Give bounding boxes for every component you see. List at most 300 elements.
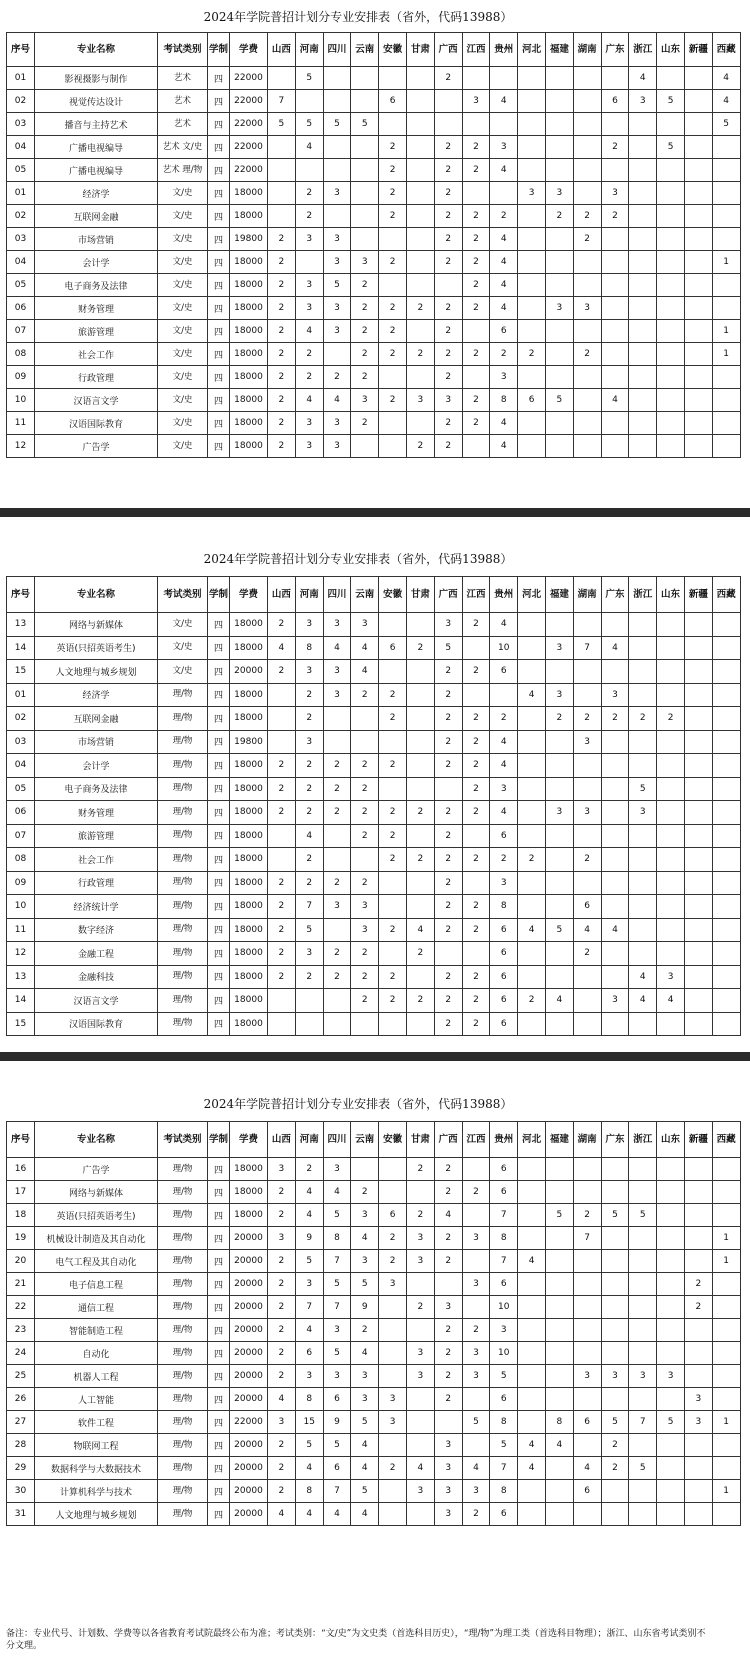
years-cell: 四 xyxy=(208,1365,230,1388)
table-row xyxy=(7,389,741,412)
fee-cell: 18000 xyxy=(230,989,268,1013)
quota-cell: 7 xyxy=(490,1250,518,1273)
quota-cell xyxy=(323,67,351,90)
quota-cell xyxy=(518,777,546,801)
quota-cell: 2 xyxy=(406,848,434,872)
quota-cell: 3 xyxy=(545,801,573,825)
quota-cell: 2 xyxy=(351,274,379,297)
table-row xyxy=(7,801,741,825)
quota-cell: 2 xyxy=(351,366,379,389)
quota-cell: 2 xyxy=(379,989,407,1013)
name-cell: 播音与主持艺术 xyxy=(35,113,158,136)
name-cell: 会计学 xyxy=(35,754,158,778)
quota-cell: 5 xyxy=(323,1342,351,1365)
quota-cell xyxy=(379,1012,407,1036)
quota-cell: 5 xyxy=(295,67,323,90)
quota-cell: 3 xyxy=(295,297,323,320)
seq-cell: 08 xyxy=(7,848,35,872)
quota-cell: 2 xyxy=(434,1181,462,1204)
quota-cell: 5 xyxy=(657,1411,685,1434)
quota-cell xyxy=(684,343,712,366)
name-cell: 计算机科学与技术 xyxy=(35,1480,158,1503)
quota-cell: 2 xyxy=(268,389,296,412)
quota-cell: 1 xyxy=(712,320,740,343)
quota-cell: 4 xyxy=(490,297,518,320)
quota-cell: 2 xyxy=(379,297,407,320)
table-row xyxy=(7,113,741,136)
quota-cell xyxy=(462,683,490,707)
table-row xyxy=(7,660,741,684)
quota-cell: 3 xyxy=(629,90,657,113)
table-row xyxy=(7,228,741,251)
years-cell: 四 xyxy=(208,942,230,966)
seq-cell: 13 xyxy=(7,613,35,637)
quota-cell xyxy=(462,320,490,343)
quota-cell xyxy=(684,251,712,274)
header-province: 贵州 xyxy=(490,577,518,613)
table-row xyxy=(7,824,741,848)
quota-cell: 2 xyxy=(684,1296,712,1319)
quota-cell: 1 xyxy=(712,1480,740,1503)
quota-cell xyxy=(545,113,573,136)
name-cell: 数字经济 xyxy=(35,918,158,942)
quota-cell xyxy=(268,683,296,707)
quota-cell xyxy=(351,136,379,159)
quota-cell: 4 xyxy=(712,90,740,113)
quota-cell xyxy=(268,67,296,90)
quota-cell xyxy=(601,343,629,366)
section-title: 2024年学院普招计划分专业安排表（省外，代码13988） xyxy=(203,552,513,566)
header-province: 山东 xyxy=(657,33,685,67)
quota-cell: 2 xyxy=(379,848,407,872)
quota-cell xyxy=(601,435,629,458)
seq-cell: 02 xyxy=(7,90,35,113)
type-cell: 理/物 xyxy=(158,848,208,872)
quota-cell: 4 xyxy=(268,1503,296,1526)
quota-cell: 2 xyxy=(268,251,296,274)
quota-cell xyxy=(657,343,685,366)
header-province: 河北 xyxy=(518,577,546,613)
quota-cell xyxy=(268,730,296,754)
quota-cell xyxy=(462,636,490,660)
quota-cell xyxy=(657,159,685,182)
quota-cell xyxy=(684,1012,712,1036)
quota-cell xyxy=(406,777,434,801)
quota-cell xyxy=(684,366,712,389)
quota-cell xyxy=(657,67,685,90)
quota-cell: 5 xyxy=(490,1434,518,1457)
quota-cell xyxy=(657,1342,685,1365)
quota-cell xyxy=(601,251,629,274)
quota-cell xyxy=(629,942,657,966)
quota-cell: 2 xyxy=(573,205,601,228)
name-cell: 英语(只招英语考生) xyxy=(35,1204,158,1227)
quota-cell: 3 xyxy=(629,1365,657,1388)
quota-cell: 2 xyxy=(268,1319,296,1342)
quota-cell xyxy=(684,1365,712,1388)
quota-cell: 6 xyxy=(490,320,518,343)
quota-cell xyxy=(573,274,601,297)
quota-cell: 2 xyxy=(518,848,546,872)
table-row xyxy=(7,707,741,731)
quota-cell xyxy=(601,228,629,251)
table-row xyxy=(7,754,741,778)
table-row xyxy=(7,1204,741,1227)
quota-cell xyxy=(295,989,323,1013)
quota-cell: 5 xyxy=(323,1434,351,1457)
quota-cell: 2 xyxy=(295,754,323,778)
quota-cell: 5 xyxy=(629,777,657,801)
seq-cell: 11 xyxy=(7,412,35,435)
header-province: 四川 xyxy=(323,1122,351,1158)
years-cell: 四 xyxy=(208,683,230,707)
quota-cell: 5 xyxy=(629,1204,657,1227)
fee-cell: 18000 xyxy=(230,918,268,942)
quota-cell: 10 xyxy=(490,636,518,660)
quota-cell: 3 xyxy=(490,366,518,389)
quota-cell: 5 xyxy=(351,1480,379,1503)
quota-cell xyxy=(379,113,407,136)
quota-cell xyxy=(657,1503,685,1526)
quota-cell: 3 xyxy=(323,228,351,251)
quota-cell: 5 xyxy=(295,113,323,136)
quota-cell xyxy=(379,730,407,754)
header-province: 四川 xyxy=(323,33,351,67)
years-cell: 四 xyxy=(208,1250,230,1273)
quota-cell: 3 xyxy=(295,435,323,458)
seq-cell: 04 xyxy=(7,251,35,274)
quota-cell: 3 xyxy=(323,683,351,707)
fee-cell: 22000 xyxy=(230,159,268,182)
header-province: 甘肃 xyxy=(406,577,434,613)
quota-cell: 2 xyxy=(268,871,296,895)
years-cell: 四 xyxy=(208,1204,230,1227)
quota-cell xyxy=(545,895,573,919)
quota-cell: 4 xyxy=(268,636,296,660)
seq-cell: 12 xyxy=(7,942,35,966)
fee-cell: 18000 xyxy=(230,1181,268,1204)
quota-cell: 5 xyxy=(351,113,379,136)
quota-cell xyxy=(657,1227,685,1250)
quota-cell xyxy=(323,730,351,754)
quota-cell xyxy=(573,989,601,1013)
quota-cell: 4 xyxy=(657,989,685,1013)
quota-cell xyxy=(351,1012,379,1036)
quota-cell xyxy=(684,1342,712,1365)
quota-cell: 2 xyxy=(434,1388,462,1411)
fee-cell: 20000 xyxy=(230,1434,268,1457)
name-cell: 社会工作 xyxy=(35,848,158,872)
quota-cell xyxy=(712,895,740,919)
quota-cell xyxy=(295,159,323,182)
quota-cell: 4 xyxy=(351,1227,379,1250)
years-cell: 四 xyxy=(208,1227,230,1250)
name-cell: 经济学 xyxy=(35,683,158,707)
quota-cell xyxy=(573,1250,601,1273)
fee-cell: 22000 xyxy=(230,1411,268,1434)
quota-cell: 2 xyxy=(268,1480,296,1503)
quota-cell xyxy=(657,435,685,458)
quota-cell: 2 xyxy=(351,683,379,707)
quota-cell: 3 xyxy=(462,1273,490,1296)
quota-cell xyxy=(573,1503,601,1526)
quota-cell: 2 xyxy=(434,251,462,274)
quota-cell xyxy=(573,1296,601,1319)
quota-cell: 2 xyxy=(351,297,379,320)
table-row xyxy=(7,1319,741,1342)
header-province: 广东 xyxy=(601,1122,629,1158)
quota-cell: 3 xyxy=(323,660,351,684)
quota-cell xyxy=(518,1181,546,1204)
quota-cell xyxy=(573,67,601,90)
type-cell: 理/物 xyxy=(158,942,208,966)
quota-cell xyxy=(629,918,657,942)
name-cell: 人工智能 xyxy=(35,1388,158,1411)
quota-cell xyxy=(379,67,407,90)
quota-cell xyxy=(657,274,685,297)
header-province: 云南 xyxy=(351,1122,379,1158)
quota-cell xyxy=(545,613,573,637)
quota-cell xyxy=(406,1319,434,1342)
quota-cell: 4 xyxy=(518,1457,546,1480)
quota-cell xyxy=(573,871,601,895)
years-cell: 四 xyxy=(208,801,230,825)
quota-cell xyxy=(434,274,462,297)
quota-cell xyxy=(601,895,629,919)
quota-cell xyxy=(684,182,712,205)
quota-cell xyxy=(351,1158,379,1181)
quota-cell xyxy=(573,777,601,801)
name-cell: 广告学 xyxy=(35,1158,158,1181)
name-cell: 电气工程及其自动化 xyxy=(35,1250,158,1273)
quota-cell: 3 xyxy=(406,1250,434,1273)
type-cell: 文/史 xyxy=(158,389,208,412)
type-cell: 理/物 xyxy=(158,1227,208,1250)
fee-cell: 18000 xyxy=(230,707,268,731)
quota-cell: 2 xyxy=(434,871,462,895)
type-cell: 理/物 xyxy=(158,989,208,1013)
quota-cell: 7 xyxy=(323,1480,351,1503)
quota-cell xyxy=(629,871,657,895)
quota-cell xyxy=(601,1250,629,1273)
quota-cell xyxy=(657,848,685,872)
quota-cell: 2 xyxy=(268,412,296,435)
quota-cell: 3 xyxy=(351,1204,379,1227)
quota-cell xyxy=(712,636,740,660)
quota-cell: 2 xyxy=(462,297,490,320)
quota-cell: 8 xyxy=(490,1411,518,1434)
type-cell: 文/史 xyxy=(158,251,208,274)
table-row xyxy=(7,1181,741,1204)
quota-cell xyxy=(351,435,379,458)
header-province: 西藏 xyxy=(712,33,740,67)
quota-cell: 2 xyxy=(434,182,462,205)
type-cell: 理/物 xyxy=(158,1457,208,1480)
quota-cell: 2 xyxy=(268,1250,296,1273)
years-cell: 四 xyxy=(208,918,230,942)
name-cell: 行政管理 xyxy=(35,366,158,389)
quota-cell xyxy=(545,754,573,778)
type-cell: 理/物 xyxy=(158,965,208,989)
table-row xyxy=(7,683,741,707)
section-1 xyxy=(6,0,736,470)
quota-cell: 2 xyxy=(295,683,323,707)
years-cell: 四 xyxy=(208,435,230,458)
table-row xyxy=(7,182,741,205)
table-row xyxy=(7,1411,741,1434)
seq-cell: 06 xyxy=(7,297,35,320)
quota-cell: 4 xyxy=(573,1457,601,1480)
quota-cell xyxy=(518,228,546,251)
name-cell: 影视摄影与制作 xyxy=(35,67,158,90)
quota-cell xyxy=(379,1434,407,1457)
quota-cell: 3 xyxy=(323,1365,351,1388)
quota-cell xyxy=(406,754,434,778)
quota-cell xyxy=(712,989,740,1013)
quota-cell: 2 xyxy=(406,1296,434,1319)
seq-cell: 27 xyxy=(7,1411,35,1434)
quota-cell xyxy=(629,1273,657,1296)
type-cell: 理/物 xyxy=(158,1388,208,1411)
quota-cell: 2 xyxy=(434,918,462,942)
quota-cell: 4 xyxy=(490,228,518,251)
quota-cell: 4 xyxy=(545,1434,573,1457)
fee-cell: 18000 xyxy=(230,1158,268,1181)
years-cell: 四 xyxy=(208,228,230,251)
quota-cell xyxy=(712,871,740,895)
quota-cell: 3 xyxy=(545,636,573,660)
quota-cell xyxy=(657,824,685,848)
quota-cell xyxy=(545,848,573,872)
quota-cell xyxy=(629,228,657,251)
quota-cell: 2 xyxy=(573,942,601,966)
quota-cell xyxy=(573,683,601,707)
quota-cell: 7 xyxy=(573,1227,601,1250)
quota-cell: 2 xyxy=(379,343,407,366)
header-province: 安徽 xyxy=(379,1122,407,1158)
quota-cell: 3 xyxy=(406,1342,434,1365)
quota-cell: 2 xyxy=(406,435,434,458)
type-cell: 理/物 xyxy=(158,1480,208,1503)
quota-cell xyxy=(684,320,712,343)
type-cell: 艺术 文/史 xyxy=(158,136,208,159)
quota-cell: 3 xyxy=(518,182,546,205)
quota-cell xyxy=(268,205,296,228)
quota-cell xyxy=(379,613,407,637)
header-province: 广西 xyxy=(434,577,462,613)
quota-cell: 4 xyxy=(490,274,518,297)
seq-cell: 11 xyxy=(7,918,35,942)
quota-cell xyxy=(629,435,657,458)
quota-cell xyxy=(684,918,712,942)
years-cell: 四 xyxy=(208,320,230,343)
quota-cell xyxy=(545,159,573,182)
quota-cell xyxy=(684,412,712,435)
years-cell: 四 xyxy=(208,1411,230,1434)
years-cell: 四 xyxy=(208,871,230,895)
quota-cell xyxy=(601,113,629,136)
quota-cell: 2 xyxy=(462,251,490,274)
years-cell: 四 xyxy=(208,707,230,731)
quota-cell xyxy=(684,824,712,848)
table-row xyxy=(7,848,741,872)
type-cell: 理/物 xyxy=(158,1319,208,1342)
quota-cell xyxy=(573,136,601,159)
quota-cell xyxy=(712,435,740,458)
quota-cell: 4 xyxy=(490,730,518,754)
quota-cell xyxy=(684,136,712,159)
quota-cell xyxy=(434,1273,462,1296)
table-row xyxy=(7,136,741,159)
quota-cell xyxy=(462,1158,490,1181)
quota-cell xyxy=(406,824,434,848)
quota-cell: 2 xyxy=(379,965,407,989)
quota-cell xyxy=(684,67,712,90)
quota-cell: 2 xyxy=(351,320,379,343)
table-row xyxy=(7,251,741,274)
quota-cell: 6 xyxy=(573,1480,601,1503)
quota-cell: 10 xyxy=(490,1342,518,1365)
type-cell: 理/物 xyxy=(158,1503,208,1526)
quota-cell: 2 xyxy=(323,942,351,966)
quota-cell xyxy=(406,730,434,754)
years-cell: 四 xyxy=(208,613,230,637)
quota-cell xyxy=(712,942,740,966)
quota-cell: 2 xyxy=(268,660,296,684)
quota-cell xyxy=(379,412,407,435)
quota-cell xyxy=(712,274,740,297)
table-row xyxy=(7,67,741,90)
quota-cell: 2 xyxy=(268,1273,296,1296)
quota-cell: 1 xyxy=(712,251,740,274)
years-cell: 四 xyxy=(208,136,230,159)
quota-cell: 2 xyxy=(490,205,518,228)
enrollment-table xyxy=(6,1121,741,1526)
header-col-type: 考试类别 xyxy=(158,1122,208,1158)
years-cell: 四 xyxy=(208,113,230,136)
quota-cell: 3 xyxy=(434,1296,462,1319)
seq-cell: 16 xyxy=(7,1158,35,1181)
quota-cell xyxy=(545,1250,573,1273)
quota-cell: 2 xyxy=(462,660,490,684)
quota-cell: 3 xyxy=(684,1388,712,1411)
quota-cell xyxy=(379,1342,407,1365)
quota-cell: 2 xyxy=(434,1365,462,1388)
quota-cell: 5 xyxy=(545,1204,573,1227)
quota-cell: 3 xyxy=(323,613,351,637)
quota-cell xyxy=(323,159,351,182)
name-cell: 会计学 xyxy=(35,251,158,274)
quota-cell: 8 xyxy=(545,1411,573,1434)
quota-cell xyxy=(601,159,629,182)
quota-cell: 2 xyxy=(268,754,296,778)
quota-cell: 4 xyxy=(518,683,546,707)
quota-cell xyxy=(629,297,657,320)
name-cell: 社会工作 xyxy=(35,343,158,366)
quota-cell xyxy=(406,136,434,159)
quota-cell: 3 xyxy=(490,871,518,895)
quota-cell: 2 xyxy=(379,205,407,228)
quota-cell xyxy=(712,1365,740,1388)
quota-cell: 3 xyxy=(295,613,323,637)
quota-cell: 4 xyxy=(490,412,518,435)
quota-cell: 3 xyxy=(462,1342,490,1365)
quota-cell xyxy=(629,754,657,778)
quota-cell xyxy=(573,965,601,989)
quota-cell: 4 xyxy=(545,989,573,1013)
quota-cell: 2 xyxy=(406,1204,434,1227)
quota-cell xyxy=(545,942,573,966)
